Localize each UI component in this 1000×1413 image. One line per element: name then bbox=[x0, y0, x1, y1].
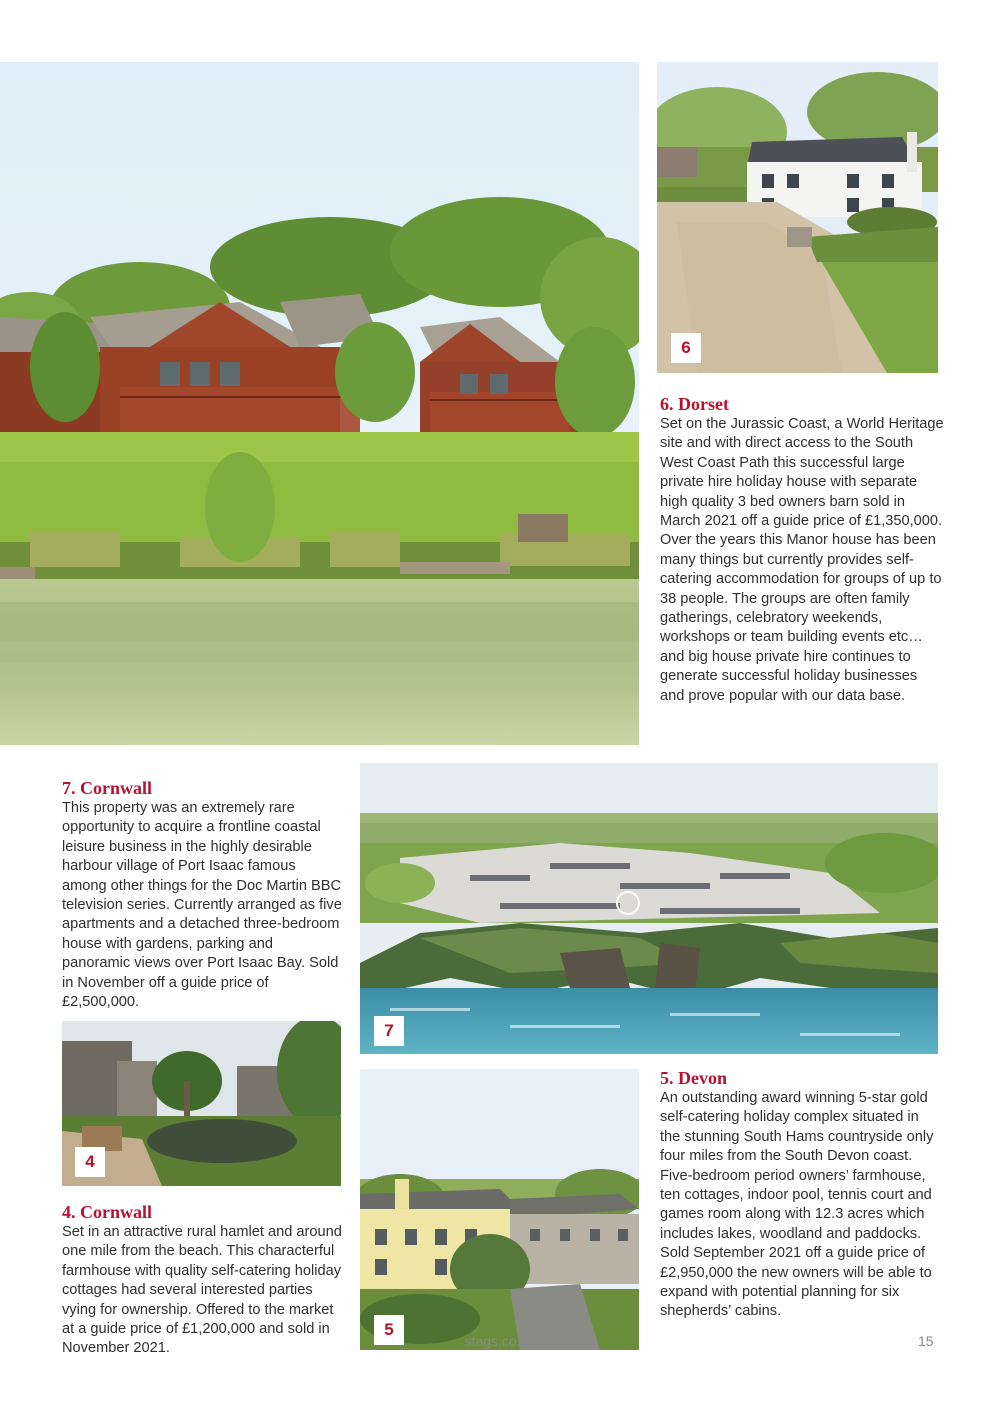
photo-4-badge: 4 bbox=[75, 1147, 105, 1177]
cornwall-port-isaac-description: This property was an extremely rare opportunity to acquire a frontline coastal leisure business in the highly desirable harbour village of Port Isaac famous among other things for the Doc Martin BBC television series. Currently arranged as five apartments and a detached three-bedroom house with gardens, parking and panoramic views over Port Isaac Bay. Sold in November off a guide price of £2,500,000. bbox=[62, 800, 342, 1011]
port-isaac-photo bbox=[360, 763, 938, 1054]
photo-7-badge: 7 bbox=[374, 1016, 404, 1046]
devon-feature bbox=[660, 1067, 942, 1322]
cornwall-port-isaac-heading: 7. Cornwall bbox=[62, 778, 152, 798]
lodges-lake-photo bbox=[0, 62, 639, 745]
page-number: 15 bbox=[918, 1333, 934, 1349]
dorset-heading: 6. Dorset bbox=[660, 394, 729, 414]
cornwall-hamlet-description: Set in an attractive rural hamlet and around one mile from the beach. This characterful farmhouse with quality self-catering holiday cottages had several interested parties vying for ownership. Offered to the market at a guide price of £1,200,000 and sold in November 2021. bbox=[62, 1224, 342, 1357]
devon-description: An outstanding award winning 5-star gold self-catering holiday complex situated in the stunning South Hams countryside only four miles from the South Devon coast. Five-bedroom period owners’ farmhouse, ten cottages, indoor pool, tennis court and games room along with 12.3 acres which includes lakes, woodland and paddocks. Sold September 2021 off a guide price of £2,950,000 the new owners will be able to expand with potential planning for six shepherds’ cabins. bbox=[660, 1090, 934, 1320]
devon-complex-photo bbox=[360, 1069, 639, 1350]
dorset-house-photo bbox=[657, 62, 938, 373]
cornwall-port-isaac-feature bbox=[62, 777, 344, 1012]
dorset-feature bbox=[660, 393, 945, 706]
devon-heading: 5. Devon bbox=[660, 1068, 727, 1088]
photo-6-badge: 6 bbox=[671, 333, 701, 363]
footer-website: stags.co.uk bbox=[464, 1333, 536, 1349]
dorset-description: Set on the Jurassic Coast, a World Heritage site and with direct access to the South West Coast Path this successful large private hire holiday house with separate high quality 3 bed owners barn sold in March 2021 off a guide price of £1,350,000. Over the years this Manor house has been many things but currently provides self-catering accommodation for groups of up to 38 people. The groups are often family gatherings, celebratory weekends, workshops or team building events etc… and big house private hire continues to generate successful holiday businesses and prove popular with our data base. bbox=[660, 416, 944, 704]
photo-5-badge: 5 bbox=[374, 1315, 404, 1345]
cornwall-hamlet-heading: 4. Cornwall bbox=[62, 1202, 152, 1222]
